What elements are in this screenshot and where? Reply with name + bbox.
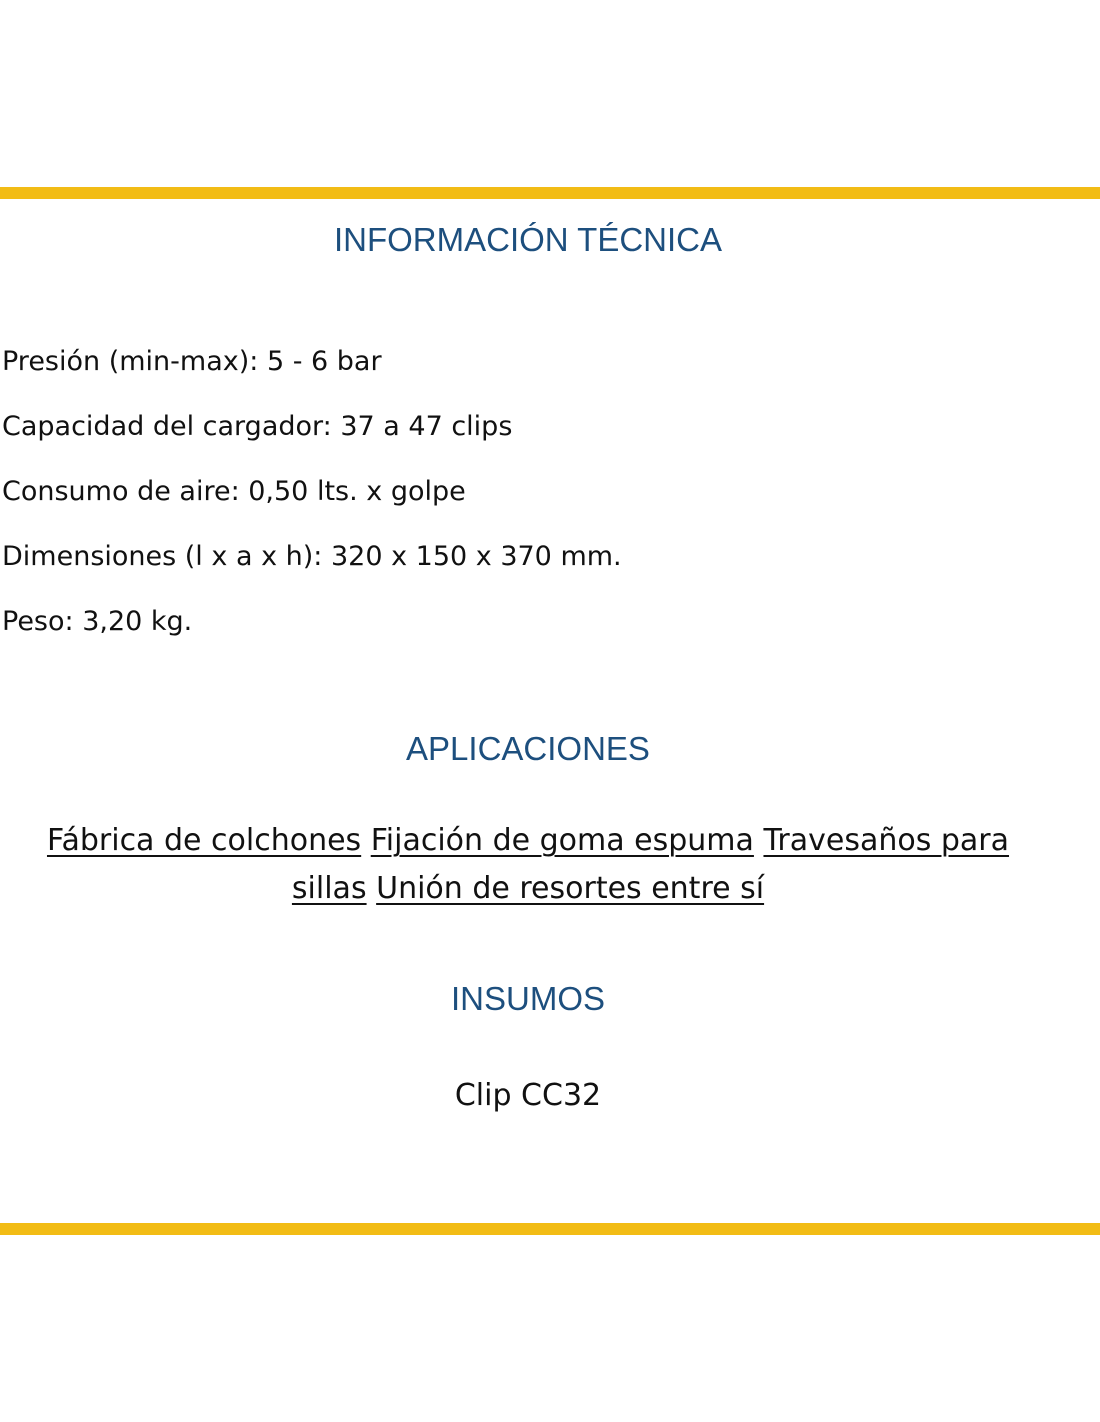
applications-links — [30, 817, 1026, 913]
spec-weight: Peso: 3,20 kg. — [2, 606, 193, 637]
application-link-spring-joining[interactable]: Unión de resortes entre sí — [376, 871, 765, 906]
technical-spec-list — [2, 340, 622, 665]
application-link-chair-crossbars[interactable]: Travesaños para sillas — [291, 823, 1010, 906]
spec-pressure: Presión (min-max): 5 - 6 bar — [2, 346, 382, 377]
spec-air-consumption: Consumo de aire: 0,50 lts. x golpe — [2, 476, 466, 507]
spec-magazine-capacity: Capacidad del cargador: 37 a 47 clips — [2, 411, 513, 442]
top-accent-divider — [0, 187, 1100, 199]
supply-item: Clip CC32 — [454, 1078, 602, 1113]
application-link-mattress-factory[interactable]: Fábrica de colchones — [46, 823, 362, 858]
technical-info-heading: INFORMACIÓN TÉCNICA — [333, 221, 723, 258]
bottom-accent-divider — [0, 1223, 1100, 1235]
spec-dimensions: Dimensiones (l x a x h): 320 x 150 x 370 mm. — [2, 541, 622, 572]
application-link-foam-fixing[interactable]: Fijación de goma espuma — [370, 823, 754, 858]
applications-heading: APLICACIONES — [406, 730, 650, 767]
supplies-heading: INSUMOS — [450, 980, 605, 1017]
